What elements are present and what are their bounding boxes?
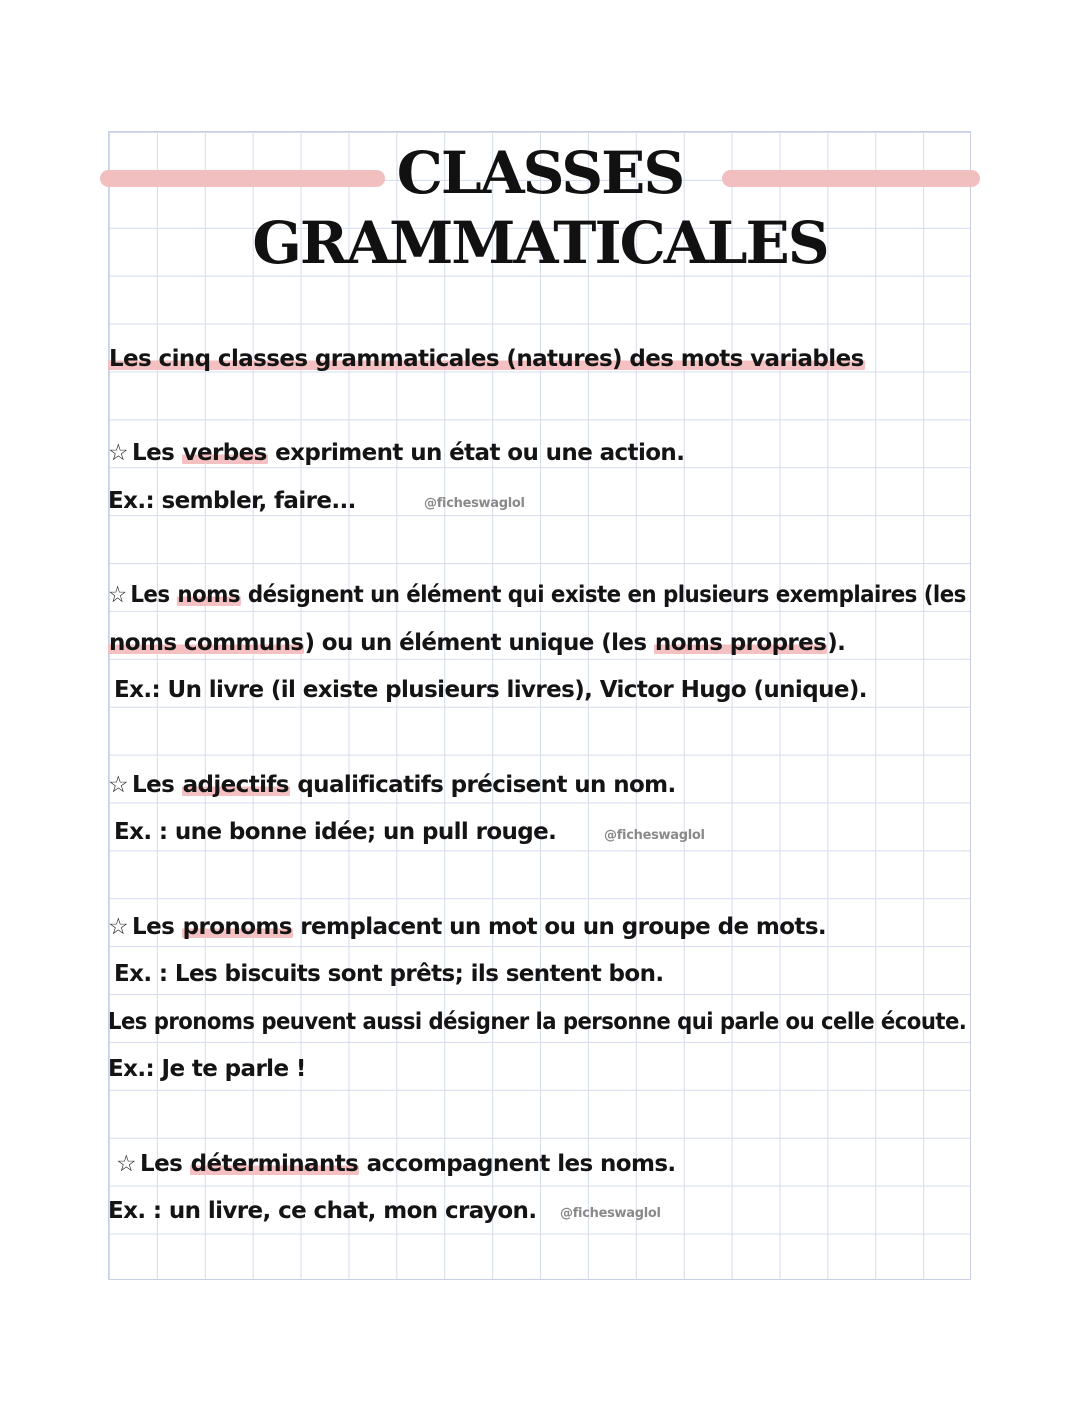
- noms-example: Ex.: Un livre (il existe plusieurs livres), Victor Hugo (unique).: [114, 677, 867, 703]
- determinants-term: déterminants: [190, 1151, 359, 1177]
- noms-post: désignent un élément qui existe en plusieurs exemplaires (les: [247, 582, 966, 608]
- noms-propres-term: noms propres: [654, 630, 827, 656]
- verbes-pre: Les: [132, 440, 175, 466]
- adjectifs-definition: [108, 770, 676, 800]
- title-line-2: GRAMMATICALES: [252, 209, 828, 277]
- title-line-1: CLASSES: [396, 139, 684, 207]
- determinants-pre: Les: [140, 1151, 183, 1177]
- pronoms-extra: Les pronoms peuvent aussi désigner la personne qui parle ou celle écoute.: [108, 1009, 967, 1035]
- verbes-post: expriment un état ou une action.: [275, 440, 685, 466]
- noms-line2-mid: ) ou un élément unique (les: [304, 630, 647, 656]
- pronoms-term: pronoms: [182, 914, 292, 940]
- star-icon: ☆: [108, 440, 129, 466]
- pronoms-definition: [108, 912, 826, 942]
- intro-heading: [108, 344, 865, 374]
- adjectifs-pre: Les: [132, 772, 175, 798]
- noms-pre: Les: [130, 582, 170, 608]
- star-icon: ☆: [108, 914, 129, 940]
- determinants-example: Ex. : un livre, ce chat, mon crayon.: [108, 1198, 537, 1224]
- noms-definition-line2: [108, 628, 845, 658]
- determinants-definition: [116, 1149, 676, 1179]
- noms-communs-term: noms communs: [109, 630, 304, 656]
- verbes-example: Ex.: sembler, faire...: [108, 488, 356, 514]
- watermark: @ficheswaglol: [560, 1206, 661, 1221]
- noms-definition: [108, 580, 966, 610]
- star-icon: ☆: [108, 772, 129, 798]
- pronoms-example: Ex. : Les biscuits sont prêts; ils sentent bon.: [114, 961, 664, 987]
- watermark: @ficheswaglol: [604, 828, 705, 843]
- noms-term: noms: [177, 582, 241, 608]
- star-icon: ☆: [108, 582, 127, 608]
- noms-line2-end: ).: [827, 630, 846, 656]
- intro-heading-text: Les cinq classes grammaticales (natures) des mots variables: [109, 346, 864, 372]
- watermark: @ficheswaglol: [424, 496, 525, 511]
- page-title: [200, 138, 880, 278]
- verbes-definition: [108, 438, 684, 468]
- grid-paper: [108, 131, 971, 1280]
- pronoms-pre: Les: [132, 914, 175, 940]
- adjectifs-post: qualificatifs précisent un nom.: [297, 772, 676, 798]
- determinants-post: accompagnent les noms.: [366, 1151, 676, 1177]
- verbes-term: verbes: [182, 440, 267, 466]
- pronoms-post: remplacent un mot ou un groupe de mots.: [300, 914, 827, 940]
- pronoms-extra-example: Ex.: Je te parle !: [108, 1056, 306, 1082]
- adjectifs-example: Ex. : une bonne idée; un pull rouge.: [114, 819, 557, 845]
- adjectifs-term: adjectifs: [182, 772, 289, 798]
- star-icon: ☆: [116, 1151, 137, 1177]
